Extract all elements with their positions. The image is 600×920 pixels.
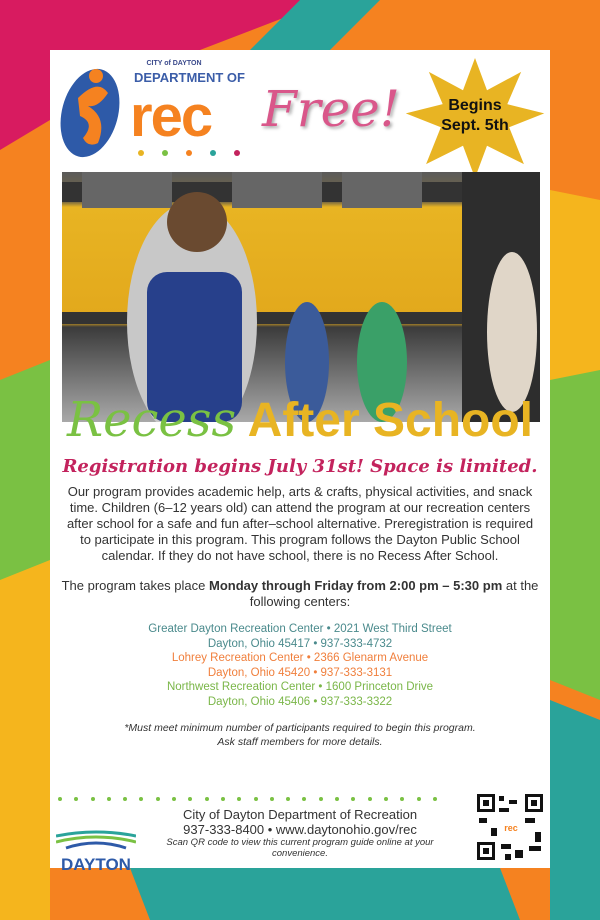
note-line2: Ask staff members for more details. xyxy=(217,736,383,748)
center-phone: Dayton, Ohio 45417 • 937-333-4732 xyxy=(207,637,393,650)
footer-contact-line[interactable]: 937-333-8400 • www.daytonohio.gov/rec xyxy=(183,822,417,837)
department-of-label: DEPARTMENT OF xyxy=(134,70,245,85)
footer-contact xyxy=(145,807,455,859)
begins-badge xyxy=(405,58,545,178)
note-line1: *Must meet minimum number of participants required to begin this program. xyxy=(124,722,476,734)
badge-line2: Sept. 5th xyxy=(441,117,509,134)
footer-org: City of Dayton Department of Recreation xyxy=(182,807,418,822)
program-title xyxy=(50,392,550,448)
program-details xyxy=(50,456,550,749)
center-greater-dayton xyxy=(50,622,550,651)
center-phone: Dayton, Ohio 45406 • 937-333-3322 xyxy=(207,695,393,708)
dayton-wordmark: DAYTON xyxy=(61,855,131,874)
center-phone: Dayton, Ohio 45420 • 937-333-3131 xyxy=(207,666,393,679)
qr-rec-label: rec xyxy=(504,823,518,833)
schedule-prefix: The program takes place xyxy=(61,578,209,593)
program-description: Our program provides academic help, arts & crafts, physical activities, and snack time. Children (6–12 years old) can attend the program at our recreation centers after school for a safe and fun after–school alternative. Preregistration is required to participate in this program. This program follows the Dayton Public School calendar. If they do not have school, there is no Recess After School. xyxy=(66,484,534,563)
dayton-logo xyxy=(56,828,136,875)
dayton-river-icon xyxy=(56,828,136,850)
dotted-divider xyxy=(58,797,437,801)
city-of-dayton-label: CITY of DAYTON xyxy=(146,60,202,67)
center-address: Northwest Recreation Center • 1600 Princeton Drive xyxy=(166,681,434,693)
title-after-school: After School xyxy=(247,394,534,447)
schedule-times: Monday through Friday from 2:00 pm – 5:30 pm xyxy=(208,578,503,593)
footer-scan-note: Scan QR code to view this current program guide online at your convenience. xyxy=(166,837,434,859)
participation-note xyxy=(50,721,550,749)
center-northwest xyxy=(50,680,550,709)
badge-line1: Begins xyxy=(448,97,502,114)
rec-logo-icon xyxy=(58,58,123,163)
center-lohrey xyxy=(50,651,550,680)
school-bus-photo xyxy=(62,172,540,422)
center-address: Greater Dayton Recreation Center • 2021 West Third Street xyxy=(148,623,452,635)
title-recess: Recess xyxy=(66,392,237,448)
center-address: Lohrey Recreation Center • 2366 Glenarm Avenue xyxy=(171,652,429,664)
schedule-suffix: at the following centers: xyxy=(249,578,539,609)
qr-code-icon[interactable] xyxy=(475,792,545,862)
program-schedule xyxy=(60,578,540,610)
free-label: Free! xyxy=(262,80,400,138)
rec-wordmark: rec xyxy=(130,84,212,149)
photo-illustration xyxy=(62,172,540,422)
poster-panel xyxy=(50,50,550,874)
registration-notice: Registration begins July 31st! Space is limited. xyxy=(62,456,538,477)
centers-list xyxy=(50,622,550,709)
logo-dots xyxy=(138,150,240,156)
